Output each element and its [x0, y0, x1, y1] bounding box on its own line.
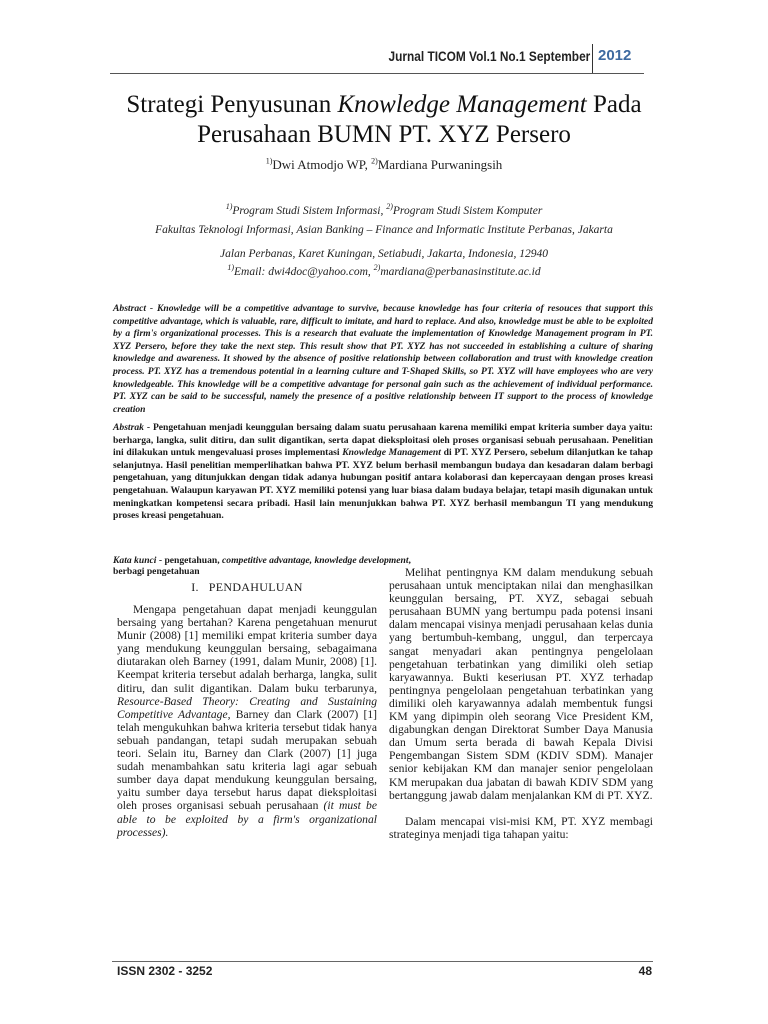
keywords-line: [113, 555, 413, 577]
left-p1-quote: (it must be able to be exploited by a firm's organizational processes).: [117, 799, 377, 839]
header-divider: [592, 44, 593, 74]
abstract-indonesian: [113, 422, 653, 523]
right-column: [389, 566, 653, 841]
email-2: mardiana@perbanasinstitute.ac.id: [380, 266, 541, 278]
abstract-english: Abstract - Knowledge will be a competitive advantage to survive, because knowledge has four criteria of resouces that support this competitive advantage, which is valuable, rare, difficult to imitate, and hard to replace. And also, knowledge must be able to be exploited by a firm's organizational processes. This is a research that evaluate the implementation of Knowledge Management program in PT. XYZ Persero, before they take the next step. This result show that PT. XYZ has not succeeded in establishing a culture of sharing knowledge and awareness. It showed by the absence of positive relationship between collaboration and trust with knowledge creation process. PT. XYZ has a tremendous potential in a learning culture and T-Shaped Skills, so PT. XYZ will have employees who are very knowledgeable. This knowledge will be a competitive advantage for personal gain such as the achievement of individual performance. PT. XYZ can be said to be successful, namely the presence of a positive relationship between IT support to the process of knowledge creation: [113, 303, 653, 415]
program-1: Program Studi Sistem Informasi,: [232, 205, 387, 217]
footer-rule: [112, 961, 653, 962]
right-paragraph-1: Melihat pentingnya KM dalam mendukung sebuah perusahaan untuk menciptakan nilai dan menghasilkan keunggulan bersaing, PT. XYZ, sebagai sebuah perusahaan BUMN yang bertumpu pada potensi insani dalam mencapai visinya menjadi perusahaan kelas dunia yang bertumbuh-kembang, unggul, dan terpercaya sangat menyadari akan pentingnya pengelolaan pengetahuan terbatinkan yang dimiliki oleh setiap karyawannya. Bukti keseriusan PT. XYZ terhadap pentingnya pengelolaan pengetahuan terbatinkan yang dimiliki oleh karyawannya adalah membentuk fungsi KM yang dipimpin oleh seorang Vice President KM, digabungkan dengan Direktorat Sumber Daya Manusia dan Umum serta berada di bawah Kepala Divisi Pengembangan Sistem SDM (KDIV SDM). Manajer senior kebijakan KM dan manajer senior pengelolaan KM merupakan dua jabatan di bawah KDIV SDM yang bertanggung jawab dalam menjalankan KM di PT. XYZ.: [389, 566, 653, 802]
affil-sup-2: 2): [386, 202, 393, 212]
running-header: [0, 44, 768, 74]
page-number: 48: [638, 964, 652, 978]
author-1: Dwi Atmodjo WP,: [272, 157, 372, 172]
author-sup-2: 2): [371, 156, 378, 166]
left-paragraph-1: [117, 603, 377, 839]
keywords-label: Kata kunci: [113, 555, 157, 566]
footer-issn: ISSN 2302 - 3252: [117, 964, 213, 978]
affiliation-faculty: Fakultas Teknologi Informasi, Asian Banking – Finance and Informatic Institute Perbanas, Jakarta: [155, 224, 613, 236]
header-rule: [110, 73, 644, 74]
abstract-text-1: - Pengetahuan menjadi keunggulan bersaing dalam suatu perusahaan karena memiliki empat kriteria sumber daya yaitu: berharga, langka, sulit ditiru, dan sulit digantikan, serta dapat dieksploitasi oleh proses organisasi sebuah perusahaan. Penelitian ini dilakukan untuk mengevaluasi proses implementasi: [113, 422, 653, 459]
left-p1-book-title: Resource-Based Theory: Creating and Sustaining Competitive Advantage,: [117, 694, 377, 721]
program-2: Program Studi Sistem Komputer: [392, 205, 543, 217]
author-line: [0, 157, 768, 173]
email-1: Email: dwi4doc@yahoo.com,: [234, 266, 374, 278]
title-text: Strategi Penyusunan: [126, 91, 338, 118]
paper-title: [100, 90, 668, 150]
keywords-italic: competitive advantage, knowledge development: [222, 555, 409, 566]
author-sup-1: 1): [265, 156, 273, 166]
affil-sup-1: 1): [225, 202, 233, 212]
title-italic-term: Knowledge Management: [337, 91, 587, 118]
left-p1-text-a: Mengapa pengetahuan dapat menjadi keunggulan bersaing yang bertahan? Karena pengetahuan menurut Munir (2008) [1] memiliki empat kriteria sumber daya yang mendukung keunggulan bersaing, sebagaimana diutarakan oleh Barney (1991, dalam Munir, 2008) [1]. Keempat kriteria tersebut adalah berharga, langka, sulit ditiru, dan sulit digantikan. Dalam buku terbarunya,: [117, 603, 377, 695]
journal-year: 2012: [598, 47, 632, 64]
left-p1-text-b: Barney dan Clark (2007) [1] telah mengukuhkan bahwa kriteria tersebut tidak hanya sebuah pandangan, tetapi sudah merupakan sebuah teori. Selain itu, Barney dan Clark (2007) [1] juga sudah menambahkan satu kriteria lagi agar sebuah sumber daya dapat mendukung keunggulan bersaing, yaitu sumber daya tersebut harus dapat dieksploitasi oleh proses organisasi sebuah perusahaan: [117, 707, 377, 813]
title-text-end: Pada Perusahaan BUMN PT. XYZ Persero: [197, 91, 642, 148]
right-paragraph-2: Dalam mencapai visi-misi KM, PT. XYZ membagi strateginya menjadi tiga tahapan yaitu:: [389, 814, 653, 841]
affiliation-emails: [0, 263, 768, 278]
email-sup-2: 2): [373, 263, 381, 273]
affiliation-address: Jalan Perbanas, Karet Kuningan, Setiabudi, Jakarta, Indonesia, 12940: [220, 248, 548, 260]
affiliation-programs: [0, 202, 768, 217]
email-sup-1: 1): [227, 263, 235, 273]
abstract-text-2: di PT. XYZ Persero, sebelum dilanjutkan ke tahap selanjutnya. Hasil penelitian memperlihatkan bahwa PT. XYZ belum berhasil membangun budaya dan kesadaran dalam berbagi pengetahuan, yang ditunjukkan dengan tidak adanya hubungan positif antara kolaborasi dan kepercayaan dengan proses kreasi pengetahuan. Walaupun karyawan PT. XYZ memiliki potensi yang luar biasa dalam budaya belajar, tetapi masih digunakan untuk meningkatkan kompetensi secara pribadi. Hasil lain menunjukkan bahwa PT. XYZ berhasil membangun TI yang mendukung proses kreasi pengetahuan.: [113, 447, 654, 522]
keywords-text-2: , berbagi pengetahuan: [113, 555, 411, 577]
author-2: Mardiana Purwaningsih: [377, 157, 503, 172]
section-heading: I. PENDAHULUAN: [191, 580, 303, 594]
abstract-term: Knowledge Management: [342, 447, 441, 459]
abstract-label: Abstrak: [113, 422, 144, 433]
left-column: [117, 603, 377, 839]
keywords-text-1: - pengetahuan,: [156, 555, 223, 566]
journal-name: Jurnal TICOM Vol.1 No.1 September: [388, 49, 590, 64]
